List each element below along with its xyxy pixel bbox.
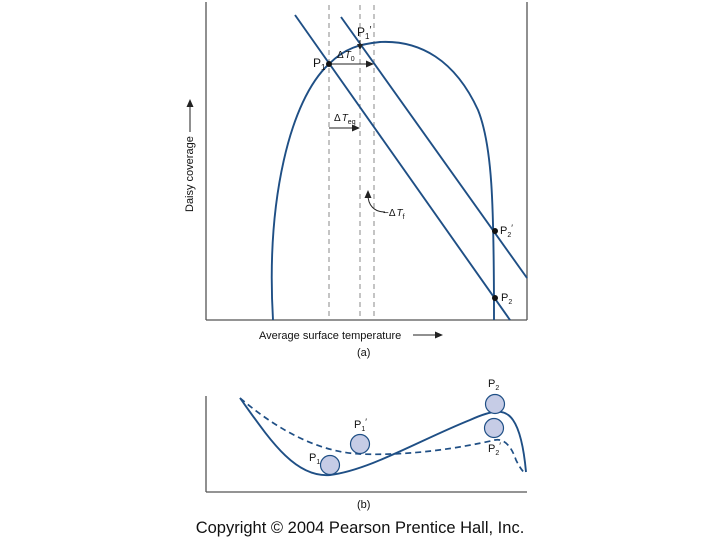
solid-potential-curve [240,398,526,475]
label-p1-prime: $P_1'$ [357,25,372,41]
arrow-minus-delta-tf [365,190,386,212]
point-p2 [492,295,498,301]
ylabel: Daisy coverage [184,136,196,212]
ylabel-arrow [187,99,194,132]
caption-a: (a) [357,347,371,359]
label-b-p2: $P_2$ [488,378,500,392]
ball-p1 [321,456,340,475]
dashed-potential-curve [240,398,526,474]
daisy-coverage-curve [272,42,494,320]
label-p2: $P_2$ [501,292,513,306]
ball-p1-prime [351,435,370,454]
label-p1: $P_1$ [313,56,326,72]
label-b-p2-prime: $P_2'$ [488,441,501,457]
panel-b [206,378,527,511]
label-delta-t0: $\Delta T_0$ [337,50,355,63]
ball-p2 [486,395,505,414]
point-p1 [326,61,332,67]
label-p2-prime: $P_2'$ [500,223,513,239]
caption-b: (b) [357,499,371,511]
xlabel: Average surface temperature [259,330,402,342]
ball-p2-prime [485,419,504,438]
label-b-p1-prime: $P_1'$ [354,417,367,433]
panel-a [184,2,527,359]
copyright-text: Copyright © 2004 Pearson Prentice Hall, Inc. [195,519,525,537]
point-p2-prime [492,228,498,234]
xlabel-arrow [413,332,443,339]
label-b-p1: $P_1$ [309,452,321,466]
temperature-line-lower [295,15,513,320]
label-minus-delta-tf: $-\Delta T_f$ [383,208,405,221]
label-delta-teq: $\Delta T_{eq}$ [334,113,356,126]
